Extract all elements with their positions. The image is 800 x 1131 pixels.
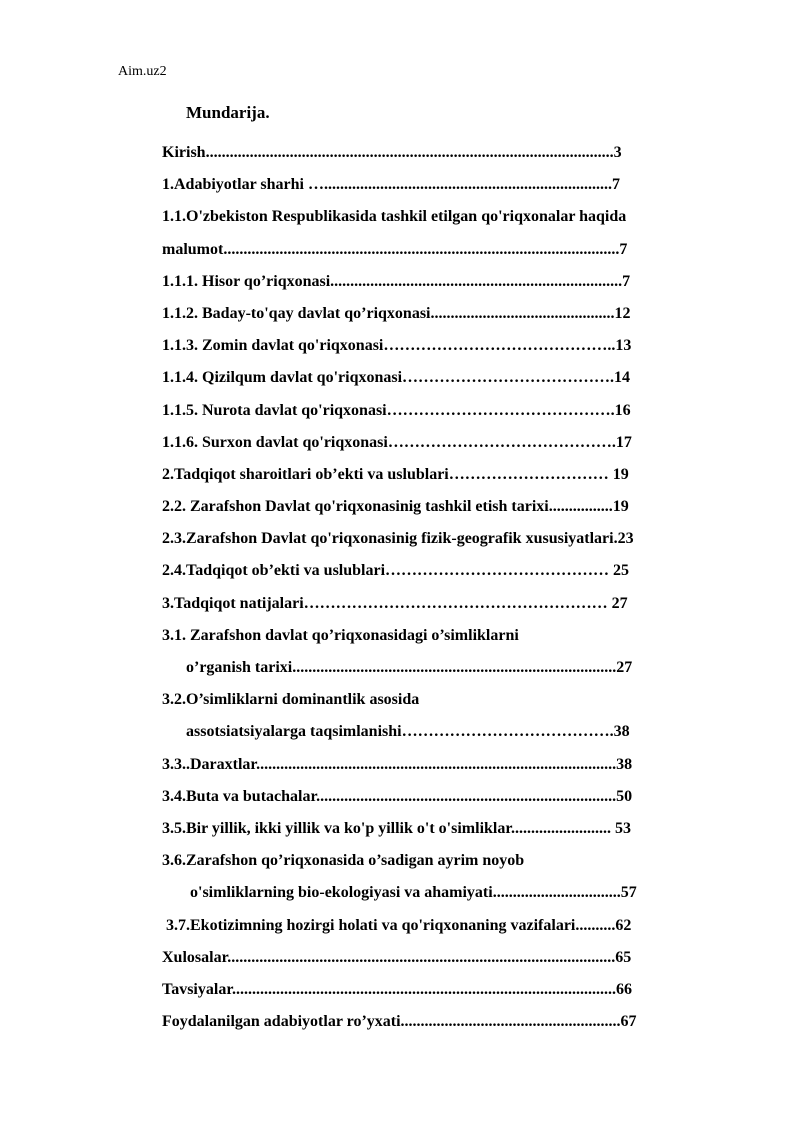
toc-entry-2-2: 2.2. Zarafshon Davlat qo'riqxonasinig tashkil etish tarixi................19 [162,498,629,516]
toc-entry-1-1-5: 1.1.5. Nurota davlat qo'riqxonasi…………………………………….16 [162,401,631,419]
toc-entry-1-1: 1.1.O'zbekiston Respublikasida tashkil etilgan qo'riqxonalar haqida [162,208,627,226]
toc-entry-3-1: 3.1. Zarafshon davlat qo’riqxonasidagi o’simliklarni [162,626,519,644]
toc-entry-1-1-2: 1.1.2. Baday-to'qay davlat qo’riqxonasi..............................................12 [162,304,631,322]
toc-entry-3-2-cont: assotsiatsiyalarga taqsimlanishi………………………………….38 [186,723,630,741]
toc-entry-tavsiyalar: Tavsiyalar................................................................................................66 [162,980,632,998]
toc-entry-1: 1.Adabiyotlar sharhi …........................................................................7 [162,176,620,194]
toc-entry-kirish: Kirish......................................................................................................3 [162,144,622,161]
toc-entry-1-1-1: 1.1.1. Hisor qo’riqxonasi.........................................................................7 [162,272,631,290]
toc-entry-3-6: 3.6.Zarafshon qo’riqxonasida o’sadigan ayrim noyob [162,852,525,870]
toc-entry-1-1-3: 1.1.3. Zomin davlat qo'riqxonasi……………………………………..13 [162,337,632,355]
toc-entry-adabiyotlar: Foydalanilgan adabiyotlar ro’yxati.......................................................67 [162,1013,637,1031]
toc-entry-2: 2.Tadqiqot sharoitlari ob’ekti va uslublari………………………… 19 [162,465,629,483]
toc-entry-3-4: 3.4.Buta va butachalar...........................................................................50 [162,787,633,805]
page-title: Mundarija. [186,103,270,122]
toc-entry-1-1-4: 1.1.4. Qizilqum davlat qo'riqxonasi………………………………….14 [162,369,631,387]
toc-entry-1-1-6: 1.1.6. Surxon davlat qo'riqxonasi…………………………………….17 [162,433,632,451]
toc-entry-3-1-cont: o’rganish tarixi.................................................................................27 [186,659,633,676]
toc-entry-1-1-cont: malumot...................................................................................................7 [162,240,628,258]
toc-entry-3-3: 3.3..Daraxtlar..........................................................................................38 [162,755,633,773]
toc-entry-2-4: 2.4.Tadqiqot ob’ekti va uslublari…………………………………… 25 [162,562,630,580]
toc-entry-2-3: 2.3.Zarafshon Davlat qo'riqxonasinig fizik-geografik xususiyatlari.23 [162,530,634,548]
page-header: Aim.uz2 [118,64,167,79]
toc-entry-3-7: 3.7.Ekotizimning hozirgi holati va qo'riqxonaning vazifalari..........62 [166,916,632,934]
table-of-contents [162,137,742,1038]
toc-entry-3-5: 3.5.Bir yillik, ikki yillik va ko'p yillik o't o'simliklar......................... 53 [162,819,631,837]
toc-entry-3-2: 3.2.O’simliklarni dominantlik asosida [162,691,420,709]
toc-entry-3-6-cont: o'simliklarning bio-ekologiyasi va ahamiyati................................57 [190,884,637,902]
toc-entry-3: 3.Tadqiqot natijalari………………………………………………… 27 [162,594,628,612]
toc-entry-xulosalar: Xulosalar.................................................................................................65 [162,948,632,966]
